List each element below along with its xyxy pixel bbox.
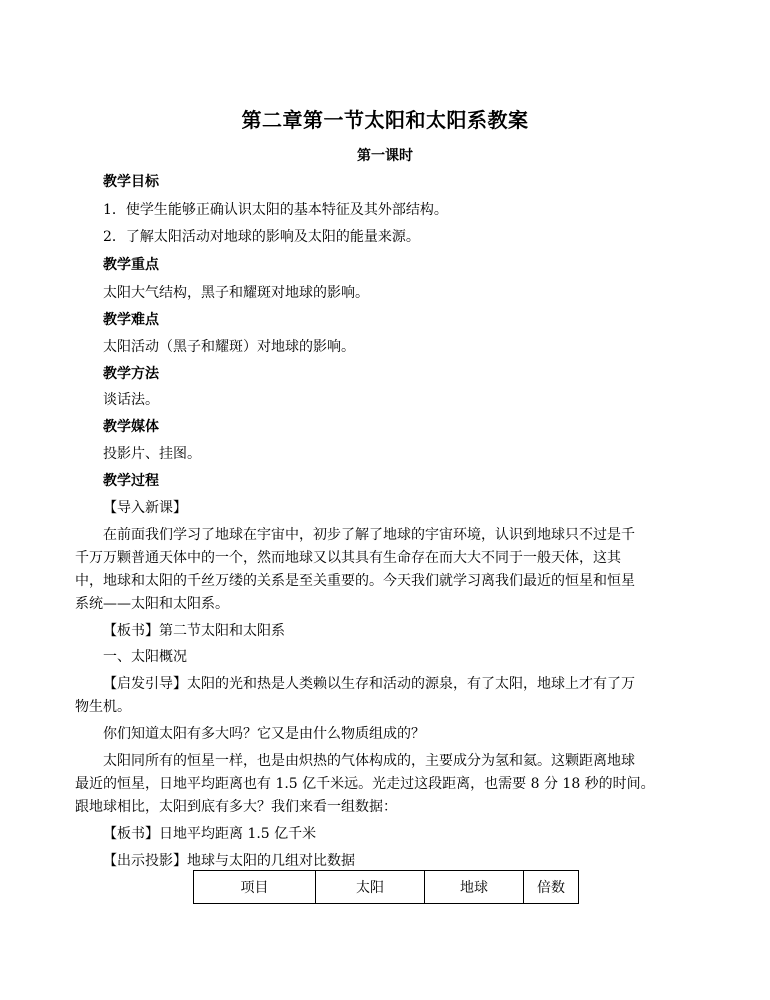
difficulty-heading: 教学难点 (103, 312, 159, 328)
table-row (194, 871, 579, 904)
comparison-table (193, 870, 579, 904)
goal-heading: 教学目标 (103, 174, 159, 190)
media-heading: 教学媒体 (103, 419, 159, 435)
inspire-line-2: 物生机。 (75, 699, 131, 715)
goal-item-1: 1．使学生能够正确认识太阳的基本特征及其外部结构。 (103, 202, 448, 218)
intro-line-1: 在前面我们学习了地球在宇宙中，初步了解了地球的宇宙环境，认识到地球只不过是千 (103, 527, 635, 543)
intro-line-2: 千万万颗普通天体中的一个，然而地球又以其具有生命存在而大大不同于一般天体，这其 (75, 550, 621, 566)
table-header-sun: 太阳 (316, 871, 425, 904)
projection-note: 【出示投影】地球与太阳的几组对比数据 (103, 853, 355, 869)
sun-line-2: 最近的恒星，日地平均距离也有 1.5 亿千米远。光走过这段距离，也需要 8 分 18 秒的时间。 (75, 776, 655, 792)
document-subtitle: 第一课时 (357, 148, 413, 164)
key-text: 太阳大气结构，黑子和耀斑对地球的影响。 (103, 285, 369, 301)
question-text: 你们知道太阳有多大吗？它又是由什么物质组成的？ (103, 726, 425, 742)
key-heading: 教学重点 (103, 257, 159, 273)
intro-line-4: 系统——太阳和太阳系。 (75, 596, 229, 612)
document-title: 第二章第一节太阳和太阳系教案 (241, 108, 529, 132)
method-text: 谈话法。 (103, 392, 159, 408)
outline-item-1: 一、太阳概况 (103, 649, 187, 665)
board-note-2: 【板书】日地平均距离 1.5 亿千米 (103, 826, 317, 842)
media-text: 投影片、挂图。 (103, 446, 201, 462)
difficulty-text: 太阳活动（黑子和耀斑）对地球的影响。 (103, 339, 355, 355)
table-header-item: 项目 (194, 871, 316, 904)
sun-line-1: 太阳同所有的恒星一样，也是由炽热的气体构成的，主要成分为氢和氦。这颗距离地球 (103, 753, 635, 769)
sun-line-3: 跟地球相比，太阳到底有多大？我们来看一组数据： (75, 799, 397, 815)
method-heading: 教学方法 (103, 366, 159, 382)
table-header-earth: 地球 (425, 871, 524, 904)
intro-label: 【导入新课】 (103, 500, 187, 516)
table-header-ratio: 倍数 (524, 871, 579, 904)
intro-line-3: 中，地球和太阳的千丝万缕的关系是至关重要的。今天我们就学习离我们最近的恒星和恒星 (75, 573, 635, 589)
inspire-line-1: 【启发引导】太阳的光和热是人类赖以生存和活动的源泉，有了太阳，地球上才有了万 (103, 676, 635, 692)
board-note-1: 【板书】第二节太阳和太阳系 (103, 623, 285, 639)
goal-item-2: 2．了解太阳活动对地球的影响及太阳的能量来源。 (103, 229, 420, 245)
process-heading: 教学过程 (103, 473, 159, 489)
